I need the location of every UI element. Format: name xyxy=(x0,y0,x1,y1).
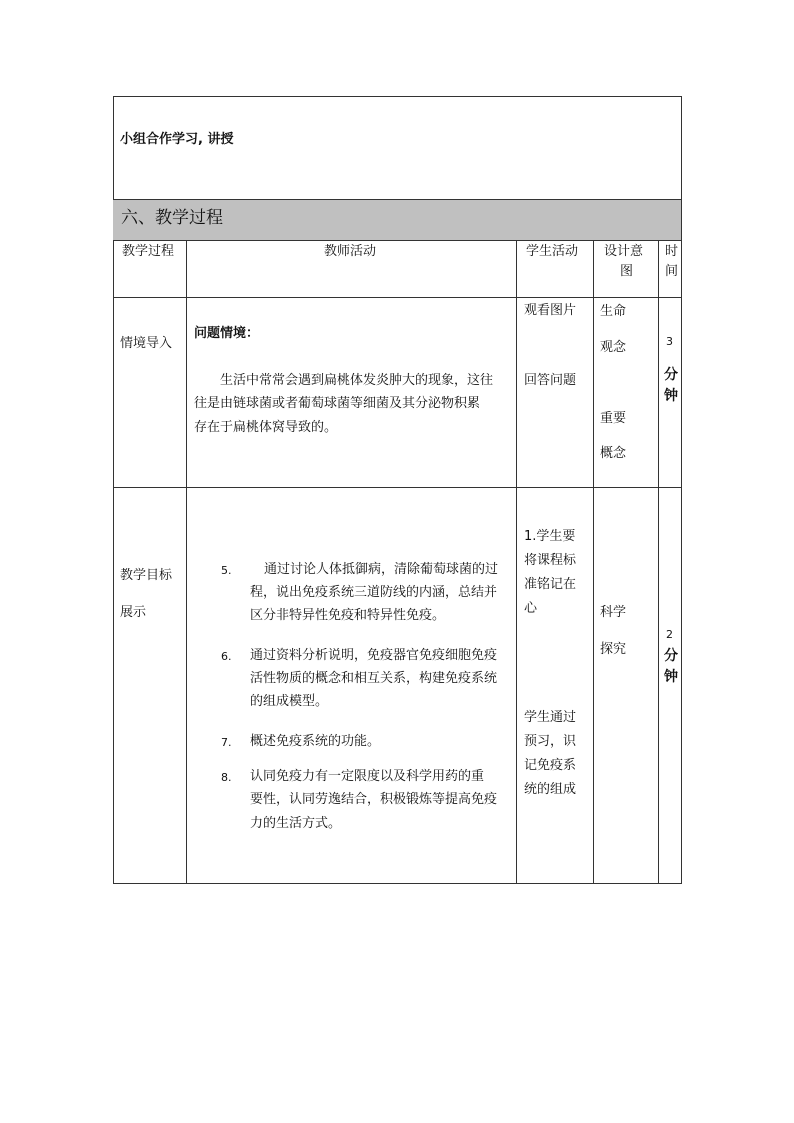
objective-6-line2: 活性物质的概念和相互关系，构建免疫系统 xyxy=(250,671,498,686)
row2-time-num: 2 xyxy=(666,628,673,641)
header-process: 教学过程 xyxy=(122,244,175,259)
objective-6-line3: 的组成模型。 xyxy=(250,694,329,709)
row1-teacher-title: 问题情境： xyxy=(194,326,260,341)
top-note: 小组合作学习, 讲授 xyxy=(120,132,234,147)
objective-7-num: 7. xyxy=(221,736,232,749)
row1-process: 情境导入 xyxy=(120,336,173,351)
row1-student-1: 观看图片 xyxy=(524,303,577,318)
row2-student-a1: 1.学生要 xyxy=(524,529,576,544)
header-student: 学生活动 xyxy=(526,244,579,259)
row1-time-b: 钟 xyxy=(664,388,678,404)
objective-6-num: 6. xyxy=(221,650,232,663)
col-divider-1 xyxy=(186,241,187,884)
objective-6-line1: 通过资料分析说明，免疫器官免疫细胞免疫 xyxy=(250,648,498,663)
row1-teacher-line1: 生活中常常会遇到扁桃体发炎肿大的现象，这往 xyxy=(220,373,494,388)
row2-process-1: 教学目标 xyxy=(120,568,173,583)
row2-design-2: 探究 xyxy=(600,642,627,657)
row2-student-b3: 记免疫系 xyxy=(524,758,577,773)
row2-design-1: 科学 xyxy=(600,605,627,620)
objective-8-num: 8. xyxy=(221,771,232,784)
col-divider-2 xyxy=(516,241,517,884)
row-divider-header xyxy=(113,297,682,298)
objective-5-line2: 程，说出免疫系统三道防线的内涵，总结并 xyxy=(250,585,498,600)
objective-5-line1: 通过讨论人体抵御病，清除葡萄球菌的过 xyxy=(264,562,499,577)
row1-teacher-line3: 存在于扁桃体窝导致的。 xyxy=(194,420,338,435)
objective-8-line2: 要性，认同劳逸结合，积极锻炼等提高免疫 xyxy=(250,792,498,807)
header-time-2: 间 xyxy=(665,264,679,279)
section-title: 六、教学过程 xyxy=(121,208,223,228)
row2-student-b2: 预习，识 xyxy=(524,734,577,749)
row2-student-a4: 心 xyxy=(524,601,538,616)
row1-time-a: 分 xyxy=(664,367,678,383)
row1-student-2: 回答问题 xyxy=(524,373,577,388)
header-design-1: 设计意 xyxy=(604,244,644,259)
col-divider-3 xyxy=(593,241,594,884)
row2-student-b4: 统的组成 xyxy=(524,782,577,797)
row2-student-a3: 准铭记在 xyxy=(524,577,577,592)
row1-time-num: 3 xyxy=(666,335,673,348)
header-time-1: 时 xyxy=(665,244,679,259)
row1-teacher-line2: 往是由链球菌或者葡萄球菌等细菌及其分泌物积累 xyxy=(194,396,481,411)
row1-design-4: 概念 xyxy=(600,446,627,461)
objective-5-line3: 区分非特异性免疫和特异性免疫。 xyxy=(250,608,446,623)
objective-8-line1: 认同免疫力有一定限度以及科学用药的重 xyxy=(250,769,485,784)
objective-5-num: 5. xyxy=(221,564,232,577)
header-teacher: 教师活动 xyxy=(324,244,377,259)
row2-time-a: 分 xyxy=(664,648,678,664)
row2-student-a2: 将课程标 xyxy=(524,553,577,568)
row2-student-b1: 学生通过 xyxy=(524,710,577,725)
row2-time-b: 钟 xyxy=(664,669,678,685)
row1-design-1: 生命 xyxy=(600,304,627,319)
header-design-2: 图 xyxy=(620,264,634,279)
row2-process-2: 展示 xyxy=(120,605,147,620)
row1-design-2: 观念 xyxy=(600,340,627,355)
row1-design-3: 重要 xyxy=(600,411,627,426)
row-divider-1 xyxy=(113,487,682,488)
section-header xyxy=(113,199,681,241)
objective-7-line1: 概述免疫系统的功能。 xyxy=(250,734,381,749)
objective-8-line3: 力的生活方式。 xyxy=(250,816,342,831)
col-divider-4 xyxy=(658,241,659,884)
